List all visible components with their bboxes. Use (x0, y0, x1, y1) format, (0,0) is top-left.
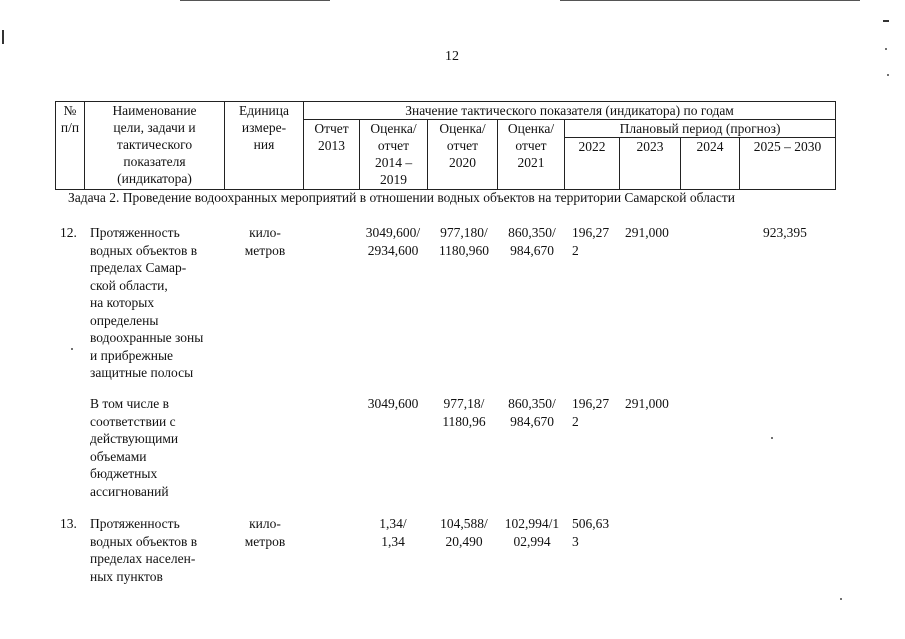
row-unit: кило- метров (244, 225, 286, 258)
scan-edge-line (560, 0, 860, 1)
header-year-2022: 2022 (565, 138, 620, 190)
row-value-2022: 506,63 3 (572, 516, 610, 549)
row-value-2022: 196,27 2 (572, 225, 610, 258)
header-report-2013: Отчет 2013 (304, 120, 360, 190)
task-title: Задача 2. Проведение водоохранных мероприятий в отношении водных объектов на территории Самарской области (68, 190, 735, 205)
scan-dot (771, 437, 773, 439)
row-name: Протяженность водных объектов в пределах населен- ных пунктов (90, 516, 198, 584)
scan-dot (887, 74, 889, 76)
scan-edge-line (180, 0, 330, 1)
header-est-2020: Оценка/ отчет 2020 (428, 120, 498, 190)
row-value-2014-2019: 3049,600 (367, 396, 419, 411)
row-value-2020: 977,180/ 1180,960 (438, 225, 490, 258)
row-value-2023: 291,000 (625, 396, 669, 411)
header-est-2014-2019: Оценка/ отчет 2014 – 2019 (360, 120, 428, 190)
row-name: В том числе в соответствии с действующими объемами бюджетных ассигнований (90, 396, 179, 499)
header-year-2025-2030: 2025 – 2030 (740, 138, 836, 190)
header-group-title: Значение тактического показателя (индикатора) по годам (304, 102, 836, 120)
scan-dot (840, 598, 842, 600)
header-plan-title: Плановый период (прогноз) (565, 120, 836, 138)
row-number: 12. (60, 225, 77, 240)
row-value-2025-2030: 923,395 (763, 225, 807, 240)
header-est-2021: Оценка/ отчет 2021 (498, 120, 565, 190)
row-value-2023: 291,000 (625, 225, 669, 240)
header-year-2024: 2024 (681, 138, 740, 190)
scan-mark (883, 20, 889, 22)
row-value-2020: 104,588/ 20,490 (440, 516, 488, 549)
row-value-2020: 977,18/ 1180,96 (442, 396, 486, 429)
header-col-number: № п/п (56, 102, 85, 190)
scan-dot (885, 48, 887, 50)
row-value-2014-2019: 3049,600/ 2934,600 (365, 225, 421, 258)
scan-dot (71, 348, 73, 350)
row-value-2022: 196,27 2 (572, 396, 610, 429)
row-name: Протяженность водных объектов в пределах Самар- ской области, на которых определены водоохранные зоны и прибрежные защитные полосы (90, 225, 204, 380)
row-unit: кило- метров (244, 516, 286, 549)
indicator-header-table (55, 101, 836, 190)
header-year-2023: 2023 (620, 138, 681, 190)
scan-mark (2, 30, 4, 44)
row-value-2014-2019: 1,34/ 1,34 (379, 516, 407, 549)
page-number: 12 (445, 49, 459, 64)
row-number: 13. (60, 516, 77, 531)
row-value-2021: 860,350/ 984,670 (508, 396, 556, 429)
row-value-2021: 102,994/1 02,994 (504, 516, 560, 549)
header-col-unit: Единица измере- ния (225, 102, 304, 190)
row-value-2021: 860,350/ 984,670 (508, 225, 556, 258)
header-col-name: Наименование цели, задачи и тактического показателя (индикатора) (85, 102, 225, 190)
